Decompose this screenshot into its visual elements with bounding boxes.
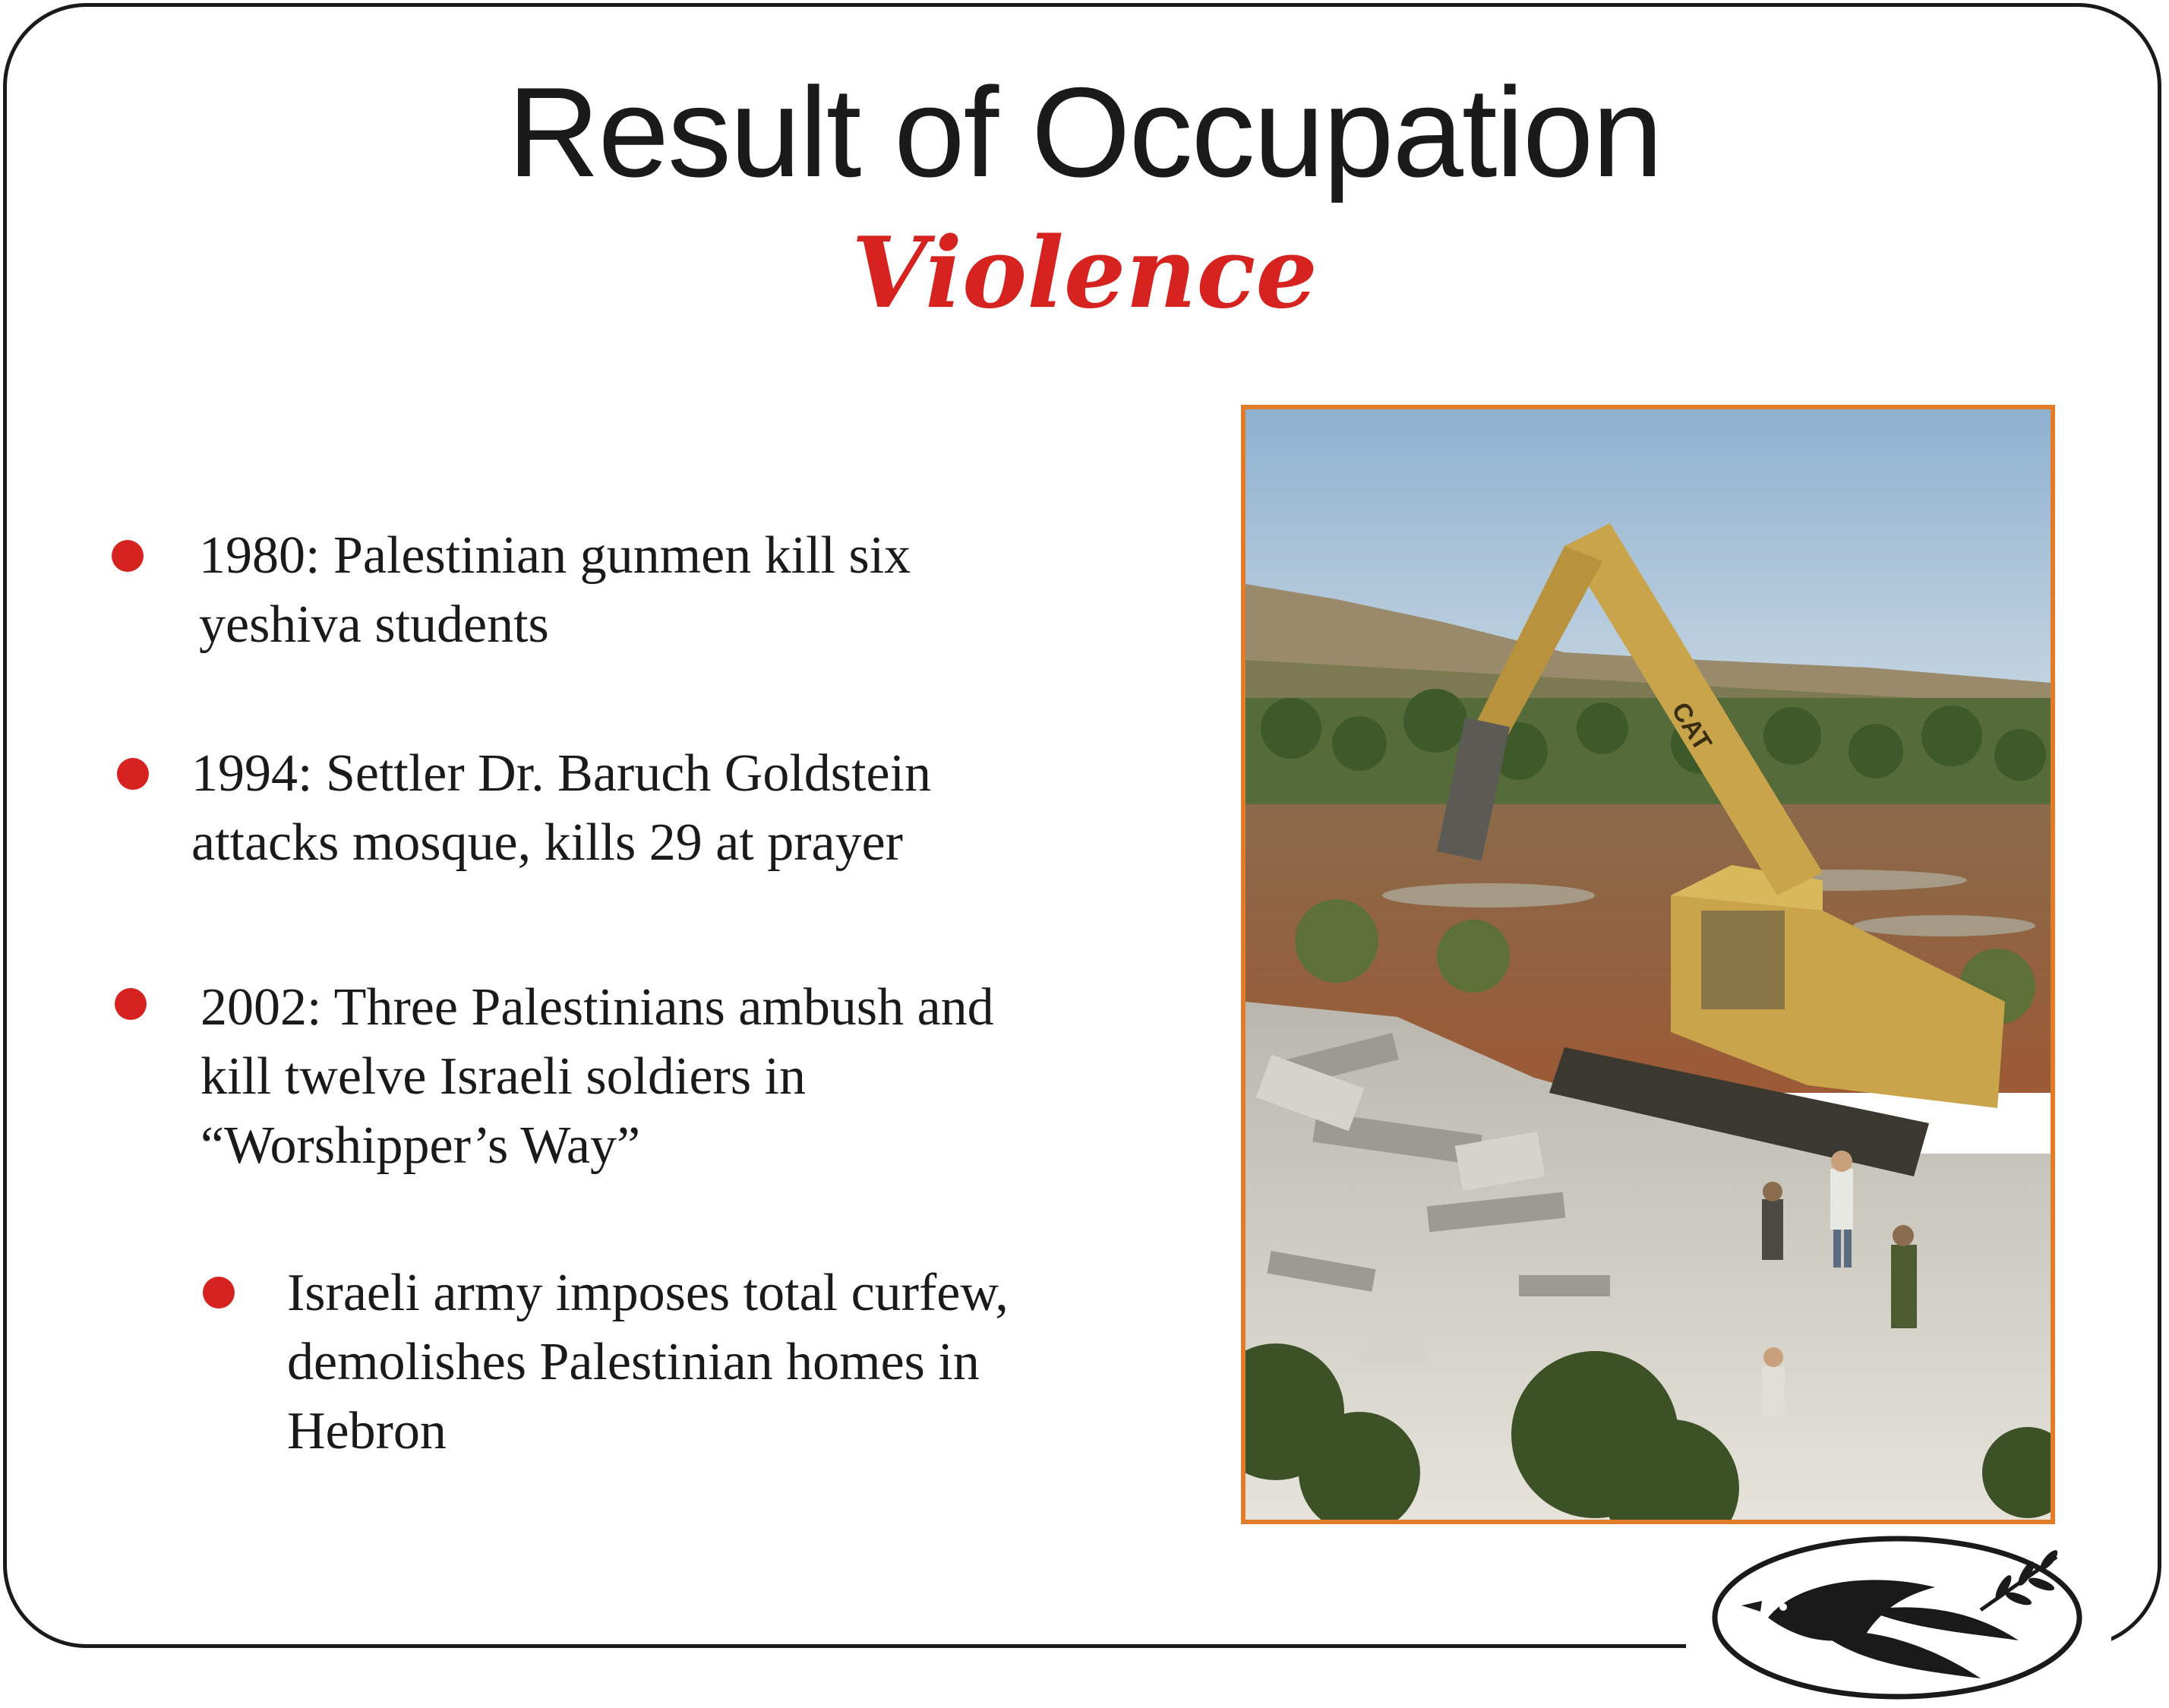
demolition-photo (1241, 405, 2055, 1524)
bullet-line: yeshiva students (199, 595, 549, 654)
bullet-dot (203, 1277, 235, 1309)
bullet-line: 1980: Palestinian gunmen kill six (199, 526, 911, 585)
excavator-brand-label: CAT (1665, 697, 1718, 756)
bullet-dot (115, 988, 147, 1020)
bullet-item (191, 739, 931, 877)
bullet-item (199, 521, 911, 659)
bullet-dot (112, 540, 144, 572)
bullet-line: 1994: Settler Dr. Baruch Goldstein (191, 744, 932, 803)
demolition-photo-illustration (1246, 409, 2051, 1520)
bullet-line: attacks mosque, kills 29 at prayer (191, 813, 903, 872)
bullet-line: demolishes Palestinian homes in (287, 1333, 980, 1391)
bullet-line: Israeli army imposes total curfew, (287, 1264, 1009, 1322)
bullet-line: kill twelve Israeli soldiers in (200, 1047, 807, 1106)
bullet-line: Hebron (287, 1402, 447, 1460)
bullet-item (200, 973, 994, 1180)
bullet-dot (117, 758, 149, 790)
bullet-item (287, 1258, 1009, 1466)
bullet-line: 2002: Three Palestinians ambush and (200, 978, 994, 1037)
slide-title: Result of Occupation (507, 61, 1662, 204)
slide-subtitle: Violence (851, 216, 1318, 330)
bullet-line: “Worshipper’s Way” (200, 1116, 641, 1175)
dove-with-olive-branch-icon (1707, 1526, 2087, 1704)
